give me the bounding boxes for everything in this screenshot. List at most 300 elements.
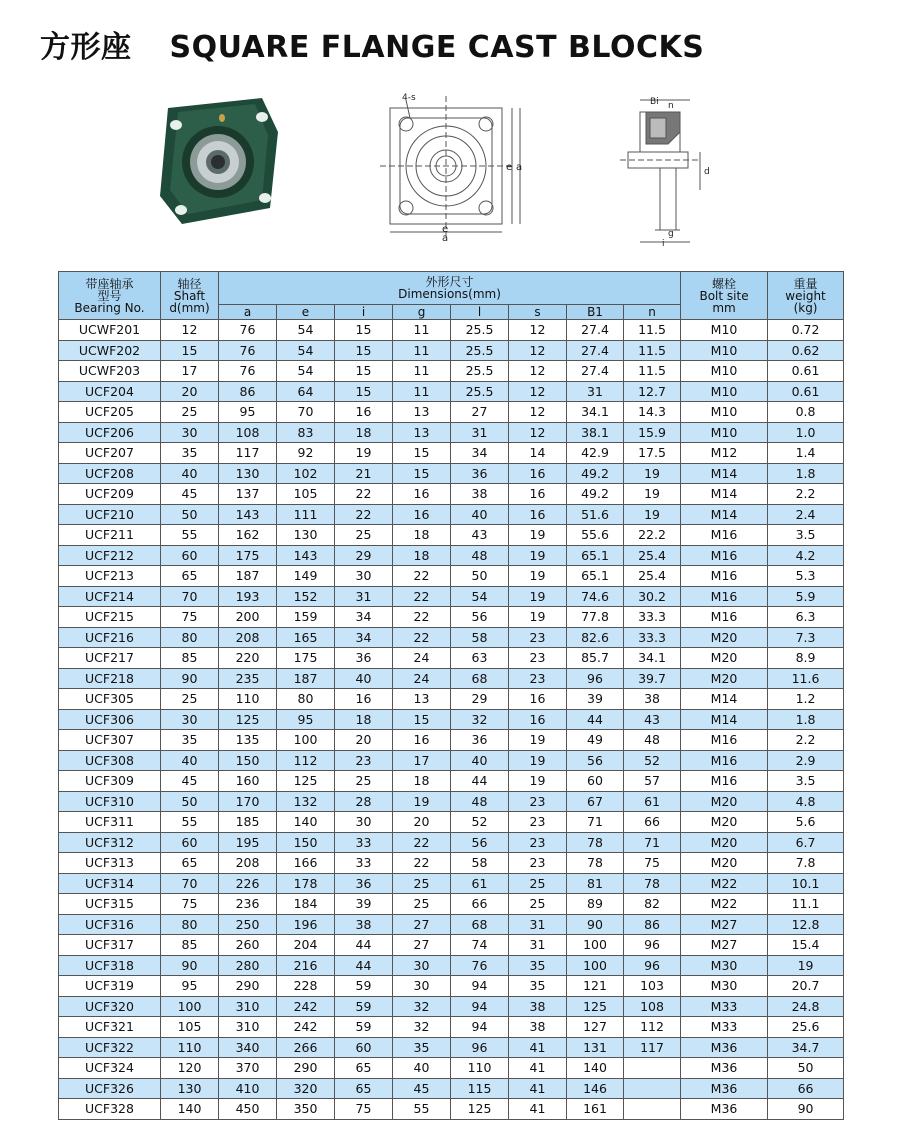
table-row: [59, 996, 844, 1017]
table-cell: M10: [681, 320, 768, 341]
table-cell: 7.3: [768, 627, 844, 648]
table-cell: 16: [335, 689, 393, 710]
table-cell: 76: [451, 955, 509, 976]
table-cell: 45: [161, 771, 219, 792]
table-cell: 19: [624, 504, 681, 525]
table-cell: 13: [393, 402, 451, 423]
header-bolt-site: 螺栓 Bolt site mm: [681, 272, 768, 320]
header-sub-s: s: [509, 305, 567, 320]
table-cell: 30: [161, 709, 219, 730]
table-cell: 50: [768, 1058, 844, 1079]
table-cell: UCF314: [59, 873, 161, 894]
table-cell: 22: [393, 853, 451, 874]
table-cell: UCF306: [59, 709, 161, 730]
table-row: [59, 791, 844, 812]
table-cell: 36: [335, 648, 393, 669]
table-cell: 40: [393, 1058, 451, 1079]
table-cell: 160: [219, 771, 277, 792]
table-cell: 150: [277, 832, 335, 853]
table-cell: 52: [624, 750, 681, 771]
table-cell: 31: [509, 935, 567, 956]
table-cell: 250: [219, 914, 277, 935]
table-cell: 70: [161, 586, 219, 607]
table-row: [59, 648, 844, 669]
table-row: [59, 504, 844, 525]
table-cell: 74: [451, 935, 509, 956]
table-cell: 85: [161, 935, 219, 956]
table-cell: 216: [277, 955, 335, 976]
table-cell: 1.8: [768, 709, 844, 730]
table-cell: 41: [509, 1037, 567, 1058]
table-cell: 22: [393, 627, 451, 648]
table-cell: 15: [161, 340, 219, 361]
table-cell: UCWF201: [59, 320, 161, 341]
table-cell: 18: [393, 525, 451, 546]
table-cell: 196: [277, 914, 335, 935]
table-cell: 12.8: [768, 914, 844, 935]
table-cell: UCF209: [59, 484, 161, 505]
table-cell: 8.9: [768, 648, 844, 669]
table-cell: M16: [681, 730, 768, 751]
table-cell: 185: [219, 812, 277, 833]
table-cell: 22: [335, 504, 393, 525]
table-cell: M20: [681, 832, 768, 853]
table-cell: 187: [277, 668, 335, 689]
table-cell: 125: [451, 1099, 509, 1120]
table-cell: 13: [393, 689, 451, 710]
table-cell: M10: [681, 402, 768, 423]
table-cell: 77.8: [567, 607, 624, 628]
table-cell: 11: [393, 361, 451, 382]
table-cell: 48: [624, 730, 681, 751]
header-bearing-no: 带座轴承 型号 Bearing No.: [59, 272, 161, 320]
table-cell: M36: [681, 1037, 768, 1058]
table-cell: 1.2: [768, 689, 844, 710]
table-cell: M30: [681, 976, 768, 997]
table-cell: 100: [567, 935, 624, 956]
table-cell: 16: [509, 484, 567, 505]
dim-bi-label: Bi: [650, 97, 659, 107]
table-cell: 150: [219, 750, 277, 771]
table-cell: 200: [219, 607, 277, 628]
table-cell: 23: [335, 750, 393, 771]
front-view-drawing: [380, 96, 523, 236]
table-cell: 70: [277, 402, 335, 423]
table-cell: 20: [393, 812, 451, 833]
table-cell: M14: [681, 709, 768, 730]
table-cell: M14: [681, 484, 768, 505]
table-cell: 7.8: [768, 853, 844, 874]
table-row: [59, 1099, 844, 1120]
table-cell: 12: [509, 422, 567, 443]
table-cell: 23: [509, 668, 567, 689]
table-cell: 320: [277, 1078, 335, 1099]
table-cell: 90: [567, 914, 624, 935]
table-cell: M16: [681, 607, 768, 628]
table-cell: 85: [161, 648, 219, 669]
dim-n-label: n: [668, 101, 674, 111]
dim-e-side-label: e: [506, 162, 513, 173]
table-cell: 19: [509, 545, 567, 566]
table-cell: 17: [393, 750, 451, 771]
table-cell: 54: [277, 340, 335, 361]
table-cell: 25: [509, 894, 567, 915]
table-cell: 11: [393, 340, 451, 361]
table-cell: 24: [393, 648, 451, 669]
table-cell: 94: [451, 996, 509, 1017]
table-cell: 34: [451, 443, 509, 464]
table-cell: 41: [509, 1099, 567, 1120]
table-cell: 75: [161, 894, 219, 915]
table-cell: M22: [681, 894, 768, 915]
table-cell: 195: [219, 832, 277, 853]
table-cell: UCF213: [59, 566, 161, 587]
table-cell: 75: [624, 853, 681, 874]
table-cell: 29: [451, 689, 509, 710]
header-sub-n: n: [624, 305, 681, 320]
table-cell: 120: [161, 1058, 219, 1079]
table-row: [59, 1037, 844, 1058]
table-cell: 16: [393, 484, 451, 505]
table-cell: UCF215: [59, 607, 161, 628]
table-cell: 130: [161, 1078, 219, 1099]
table-cell: UCF307: [59, 730, 161, 751]
table-cell: 143: [277, 545, 335, 566]
table-cell: 78: [567, 853, 624, 874]
table-cell: 228: [277, 976, 335, 997]
table-cell: 370: [219, 1058, 277, 1079]
table-cell: UCWF203: [59, 361, 161, 382]
table-cell: 75: [161, 607, 219, 628]
table-cell: 61: [451, 873, 509, 894]
table-cell: [624, 1099, 681, 1120]
table-cell: 410: [219, 1078, 277, 1099]
table-cell: 18: [335, 422, 393, 443]
table-cell: 12.7: [624, 381, 681, 402]
table-cell: 242: [277, 1017, 335, 1038]
table-cell: M14: [681, 689, 768, 710]
table-cell: 25.4: [624, 545, 681, 566]
table-cell: 76: [219, 320, 277, 341]
table-cell: 0.61: [768, 361, 844, 382]
table-cell: 44: [567, 709, 624, 730]
table-cell: 18: [335, 709, 393, 730]
table-cell: UCF205: [59, 402, 161, 423]
table-cell: 11: [393, 320, 451, 341]
table-cell: M16: [681, 771, 768, 792]
table-cell: 30: [161, 422, 219, 443]
table-cell: 112: [624, 1017, 681, 1038]
table-cell: 117: [219, 443, 277, 464]
table-row: [59, 935, 844, 956]
table-cell: 65: [161, 566, 219, 587]
table-cell: 96: [451, 1037, 509, 1058]
table-cell: 81: [567, 873, 624, 894]
table-cell: 82: [624, 894, 681, 915]
table-body: [59, 320, 844, 1120]
table-cell: 117: [624, 1037, 681, 1058]
table-cell: 39: [567, 689, 624, 710]
table-cell: 193: [219, 586, 277, 607]
table-cell: 68: [451, 668, 509, 689]
table-cell: UCF321: [59, 1017, 161, 1038]
table-cell: 12: [161, 320, 219, 341]
table-row: [59, 586, 844, 607]
table-cell: 35: [509, 976, 567, 997]
table-cell: 25.5: [451, 381, 509, 402]
table-row: [59, 730, 844, 751]
table-cell: 60: [161, 832, 219, 853]
table-cell: 1.8: [768, 463, 844, 484]
side-view-drawing: [620, 100, 700, 242]
table-cell: 63: [451, 648, 509, 669]
table-cell: 95: [161, 976, 219, 997]
table-cell: 108: [219, 422, 277, 443]
table-cell: 39: [335, 894, 393, 915]
table-cell: 23: [509, 791, 567, 812]
table-cell: 21: [335, 463, 393, 484]
table-cell: M30: [681, 955, 768, 976]
table-row: [59, 340, 844, 361]
table-row: [59, 1058, 844, 1079]
table-row: [59, 627, 844, 648]
table-cell: 11.5: [624, 320, 681, 341]
table-row: [59, 894, 844, 915]
table-cell: M16: [681, 545, 768, 566]
table-cell: 58: [451, 853, 509, 874]
table-cell: 19: [768, 955, 844, 976]
table-cell: UCF216: [59, 627, 161, 648]
table-cell: UCF309: [59, 771, 161, 792]
table-cell: 121: [567, 976, 624, 997]
dim-g-label: g: [668, 229, 674, 239]
table-cell: 76: [219, 361, 277, 382]
table-cell: UCF211: [59, 525, 161, 546]
table-cell: UCF318: [59, 955, 161, 976]
header-shaft: 轴径 Shaft d(mm): [161, 272, 219, 320]
table-cell: 52: [451, 812, 509, 833]
table-cell: 65.1: [567, 545, 624, 566]
table-cell: 135: [219, 730, 277, 751]
table-cell: 15: [393, 443, 451, 464]
table-cell: UCF326: [59, 1078, 161, 1099]
table-cell: 35: [509, 955, 567, 976]
table-row: [59, 709, 844, 730]
table-cell: 40: [451, 750, 509, 771]
table-cell: 80: [161, 627, 219, 648]
table-cell: 19: [335, 443, 393, 464]
table-cell: 20: [335, 730, 393, 751]
table-cell: 20: [161, 381, 219, 402]
table-cell: M33: [681, 996, 768, 1017]
table-cell: 27: [393, 935, 451, 956]
table-row: [59, 689, 844, 710]
table-cell: M12: [681, 443, 768, 464]
header-sub-e: e: [277, 305, 335, 320]
table-cell: 140: [567, 1058, 624, 1079]
table-cell: 280: [219, 955, 277, 976]
table-cell: 22.2: [624, 525, 681, 546]
table-cell: 16: [335, 402, 393, 423]
table-cell: 4.8: [768, 791, 844, 812]
table-cell: 2.2: [768, 484, 844, 505]
table-cell: M20: [681, 668, 768, 689]
table-cell: UCWF202: [59, 340, 161, 361]
table-cell: 25: [509, 873, 567, 894]
table-cell: 108: [624, 996, 681, 1017]
table-cell: 2.4: [768, 504, 844, 525]
table-cell: 80: [277, 689, 335, 710]
header-sub-g: g: [393, 305, 451, 320]
table-cell: 105: [277, 484, 335, 505]
table-cell: 56: [451, 832, 509, 853]
table-cell: 19: [393, 791, 451, 812]
table-cell: 65.1: [567, 566, 624, 587]
header-sub-b1: B1: [567, 305, 624, 320]
table-cell: 25.6: [768, 1017, 844, 1038]
table-cell: 40: [161, 750, 219, 771]
table-cell: 266: [277, 1037, 335, 1058]
table-cell: 96: [624, 955, 681, 976]
table-cell: 29: [335, 545, 393, 566]
table-cell: 208: [219, 853, 277, 874]
table-cell: 24: [393, 668, 451, 689]
table-cell: 22: [393, 607, 451, 628]
table-cell: 19: [509, 750, 567, 771]
table-cell: 110: [451, 1058, 509, 1079]
table-cell: 54: [451, 586, 509, 607]
table-cell: 56: [451, 607, 509, 628]
table-cell: 33: [335, 853, 393, 874]
table-cell: UCF320: [59, 996, 161, 1017]
table-cell: 39.7: [624, 668, 681, 689]
table-cell: 23: [509, 853, 567, 874]
table-cell: 60: [335, 1037, 393, 1058]
table-cell: 23: [509, 627, 567, 648]
table-cell: UCF316: [59, 914, 161, 935]
table-cell: 41: [509, 1058, 567, 1079]
table-cell: 50: [161, 791, 219, 812]
table-cell: 25: [335, 771, 393, 792]
table-row: [59, 422, 844, 443]
table-cell: 50: [451, 566, 509, 587]
table-cell: 25: [161, 689, 219, 710]
table-cell: 15: [335, 381, 393, 402]
table-cell: 27.4: [567, 340, 624, 361]
table-cell: 40: [451, 504, 509, 525]
table-cell: 74.6: [567, 586, 624, 607]
table-cell: UCF315: [59, 894, 161, 915]
table-cell: UCF217: [59, 648, 161, 669]
table-cell: M20: [681, 791, 768, 812]
table-cell: 5.6: [768, 812, 844, 833]
table-cell: 66: [451, 894, 509, 915]
bolt-label: 4-s: [402, 93, 416, 103]
table-cell: 32: [393, 1017, 451, 1038]
table-cell: M10: [681, 381, 768, 402]
table-cell: UCF214: [59, 586, 161, 607]
table-cell: 42.9: [567, 443, 624, 464]
table-cell: M14: [681, 463, 768, 484]
table-cell: 310: [219, 1017, 277, 1038]
table-cell: 94: [451, 976, 509, 997]
table-cell: 30: [335, 566, 393, 587]
table-cell: 12: [509, 402, 567, 423]
table-cell: 85.7: [567, 648, 624, 669]
table-cell: 38: [624, 689, 681, 710]
table-cell: 178: [277, 873, 335, 894]
table-cell: 242: [277, 996, 335, 1017]
table-cell: M36: [681, 1058, 768, 1079]
table-cell: 14: [509, 443, 567, 464]
table-cell: 19: [509, 607, 567, 628]
table-cell: 208: [219, 627, 277, 648]
table-cell: 11.5: [624, 340, 681, 361]
table-cell: 25.4: [624, 566, 681, 587]
table-cell: M14: [681, 504, 768, 525]
table-row: [59, 1078, 844, 1099]
table-cell: 3.5: [768, 525, 844, 546]
title-en: SQUARE FLANGE CAST BLOCKS: [169, 30, 705, 65]
table-cell: M20: [681, 627, 768, 648]
table-cell: 41: [509, 1078, 567, 1099]
table-cell: 143: [219, 504, 277, 525]
dim-i-label: i: [662, 239, 665, 249]
table-cell: 64: [277, 381, 335, 402]
header-sub-l: l: [451, 305, 509, 320]
table-cell: 55: [393, 1099, 451, 1120]
table-cell: UCF317: [59, 935, 161, 956]
table-cell: 20.7: [768, 976, 844, 997]
table-cell: UCF212: [59, 545, 161, 566]
table-cell: 19: [509, 730, 567, 751]
table-cell: 22: [393, 586, 451, 607]
table-cell: 25: [335, 525, 393, 546]
table-cell: 65: [335, 1058, 393, 1079]
table-cell: 30.2: [624, 586, 681, 607]
table-cell: M27: [681, 935, 768, 956]
table-cell: M36: [681, 1099, 768, 1120]
table-row: [59, 853, 844, 874]
table-cell: 17: [161, 361, 219, 382]
table-cell: 132: [277, 791, 335, 812]
table-cell: 12: [509, 340, 567, 361]
table-row: [59, 976, 844, 997]
table-cell: 86: [624, 914, 681, 935]
table-cell: 290: [277, 1058, 335, 1079]
table-cell: 49.2: [567, 484, 624, 505]
table-row: [59, 566, 844, 587]
table-cell: 31: [567, 381, 624, 402]
table-cell: UCF210: [59, 504, 161, 525]
table-cell: [624, 1058, 681, 1079]
table-cell: 60: [567, 771, 624, 792]
table-cell: 100: [567, 955, 624, 976]
table-cell: 25.5: [451, 340, 509, 361]
table-cell: 96: [567, 668, 624, 689]
table-row: [59, 525, 844, 546]
table-cell: 15: [335, 361, 393, 382]
table-cell: 45: [161, 484, 219, 505]
table-cell: UCF308: [59, 750, 161, 771]
table-cell: 149: [277, 566, 335, 587]
table-cell: 22: [393, 566, 451, 587]
table-cell: 19: [509, 586, 567, 607]
table-cell: 32: [451, 709, 509, 730]
table-cell: 92: [277, 443, 335, 464]
table-cell: 90: [161, 955, 219, 976]
table-cell: 110: [219, 689, 277, 710]
